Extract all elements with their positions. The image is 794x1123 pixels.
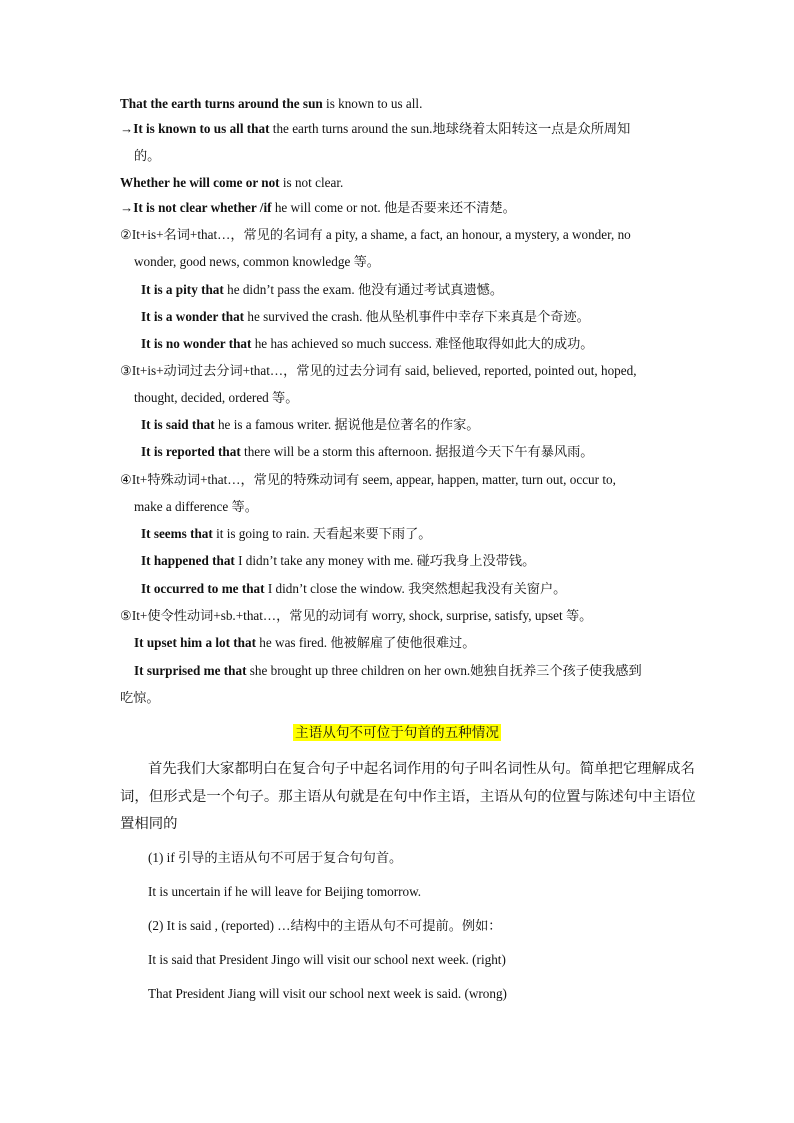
- text-line: 的。: [134, 148, 161, 163]
- text-line: That the earth turns around the sun is known to us all.: [120, 96, 423, 111]
- text-line: ④It+特殊动词+that…，常见的特殊动词有 seem, appear, happen, matter, turn out, occur to,: [120, 472, 616, 487]
- example-line: It is uncertain if he will leave for Beijing tomorrow.: [148, 884, 422, 899]
- text-line: It upset him a lot that he was fired. 他被解雇了使他很难过。: [134, 635, 476, 650]
- text-line: Whether he will come or not is not clear.: [120, 175, 344, 190]
- text-line: make a difference 等。: [134, 499, 258, 514]
- text-line: It is said that he is a famous writer. 据说他是位著名的作家。: [141, 417, 480, 432]
- text-line: →It is not clear whether /if he will come or not. 他是否要来还不清楚。: [120, 200, 516, 215]
- text-line: →It is known to us all that the earth turns around the sun.地球绕着太阳转这一点是众所周知: [120, 121, 631, 136]
- text-line: ⑤It+使令性动词+sb.+that…，常见的动词有 worry, shock, surprise, satisfy, upset 等。: [120, 608, 593, 623]
- text-line: ③It+is+动词过去分词+that…，常见的过去分词有 said, believed, reported, pointed out, hoped,: [120, 363, 637, 378]
- text-line: 吃惊。: [120, 690, 160, 705]
- text-line: It is a pity that he didn’t pass the exam. 他没有通过考试真遗憾。: [141, 282, 504, 297]
- paragraph-line: 首先我们大家都明白在复合句子中起名词作用的句子叫名词性从句。简单把它理解成名: [148, 761, 695, 777]
- example-line: That President Jiang will visit our school next week is said. (wrong): [148, 986, 507, 1001]
- paragraph-line: 词，但形式是一个句子。那主语从句就是在句中作主语，主语从句的位置与陈述句中主语位: [120, 789, 696, 805]
- text-line: thought, decided, ordered 等。: [134, 390, 299, 405]
- list-item: (2) It is said , (reported) …结构中的主语从句不可提前。例如：: [148, 918, 502, 933]
- text-line: It is no wonder that he has achieved so much success. 难怪他取得如此大的成功。: [141, 336, 594, 351]
- text-line: It is reported that there will be a storm this afternoon. 据报道今天下午有暴风雨。: [141, 444, 594, 459]
- section-heading: 主语从句不可位于句首的五种情况: [295, 725, 499, 740]
- example-line: It is said that President Jingo will visit our school next week. (right): [148, 952, 506, 967]
- text-line: It seems that it is going to rain. 天看起来要下雨了。: [141, 526, 432, 541]
- text-line: wonder, good news, common knowledge 等。: [134, 254, 380, 269]
- paragraph-line: 置相同的: [120, 816, 178, 832]
- text-line: It happened that I didn’t take any money with me. 碰巧我身上没带钱。: [141, 553, 536, 568]
- text-line: It is a wonder that he survived the crash. 他从坠机事件中幸存下来真是个奇迹。: [141, 309, 590, 324]
- list-item: (1) if 引导的主语从句不可居于复合句句首。: [148, 850, 403, 865]
- text-line: It occurred to me that I didn’t close the window. 我突然想起我没有关窗户。: [141, 581, 567, 596]
- text-line: ②It+is+名词+that…，常见的名词有 a pity, a shame, a fact, an honour, a mystery, a wonder, no: [120, 227, 631, 242]
- text-line: It surprised me that she brought up three children on her own.她独自抚养三个孩子使我感到: [134, 663, 642, 678]
